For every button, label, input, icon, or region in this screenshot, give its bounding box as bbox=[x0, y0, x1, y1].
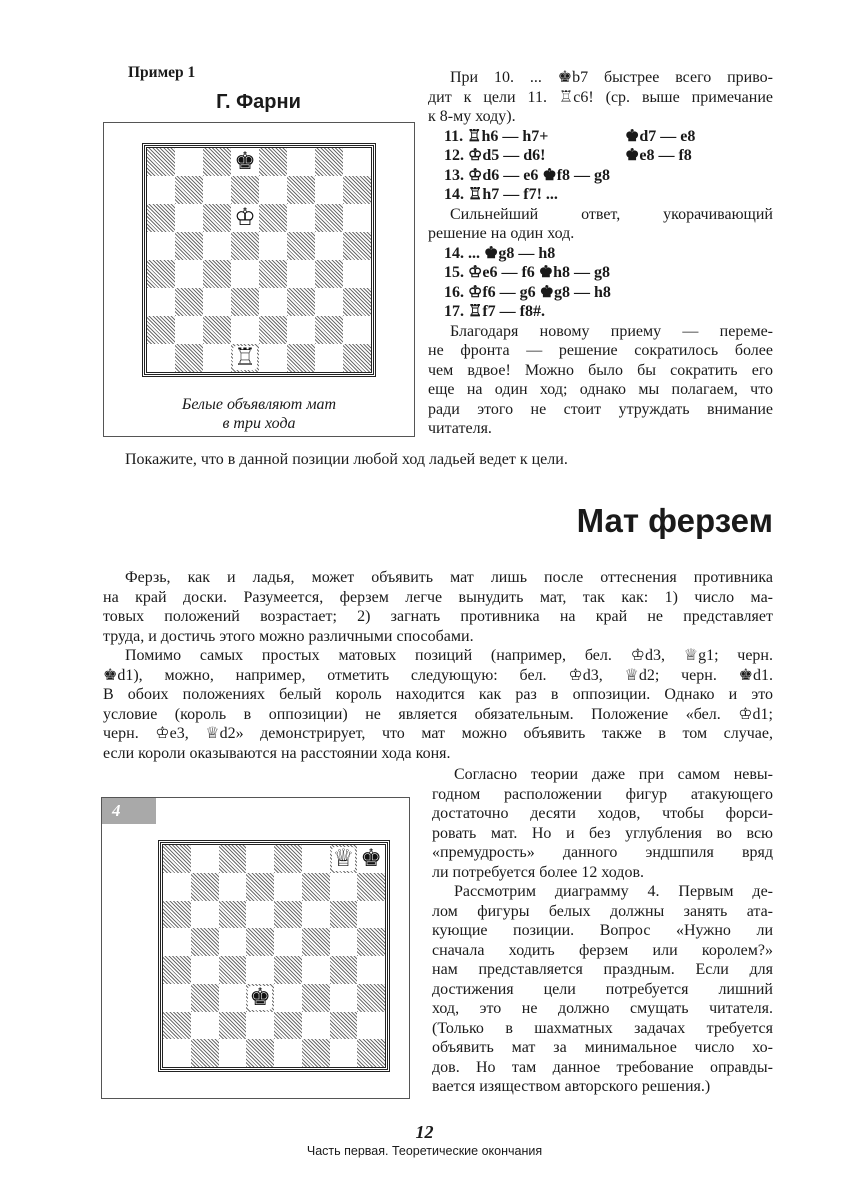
board-square-g6 bbox=[315, 204, 343, 232]
board-square-g6 bbox=[330, 901, 358, 929]
board-square-g1 bbox=[315, 344, 343, 372]
text-line: черн. ♔e3, ♕d2» демонстрирует, что мат можно объявить также в том случае, bbox=[103, 725, 773, 742]
board-square-c6 bbox=[219, 901, 247, 929]
black-king-icon: ♚ bbox=[234, 149, 256, 175]
board-square-a1 bbox=[147, 344, 175, 372]
board-square-c2 bbox=[203, 316, 231, 344]
board-square-a3 bbox=[147, 288, 175, 316]
board-square-b5 bbox=[175, 232, 203, 260]
board-square-f2 bbox=[302, 1012, 330, 1040]
board-square-f8 bbox=[287, 148, 315, 176]
text-line: труда, и достичь этого можно различными способами. bbox=[103, 627, 474, 645]
board-square-b4 bbox=[191, 956, 219, 984]
move-line: 13. ♔d6 — e6 ♚f8 — g8 bbox=[444, 166, 611, 184]
text-line: ли потребуется более 12 ходов. bbox=[432, 863, 644, 881]
page-number: 12 bbox=[415, 1122, 434, 1142]
board-square-h3 bbox=[343, 288, 371, 316]
board-square-c3 bbox=[203, 288, 231, 316]
black-king-icon: ♚ bbox=[360, 845, 382, 872]
board-square-c1 bbox=[219, 1039, 247, 1067]
board-square-h1 bbox=[357, 1039, 385, 1067]
text-line: достаточно десяти ходов, чтобы форси- bbox=[432, 805, 773, 822]
move-line: 15. ♔e6 — f6 ♚h8 — g8 bbox=[444, 264, 611, 281]
board-square-d6 bbox=[231, 204, 259, 232]
board-square-c7 bbox=[203, 176, 231, 204]
text-line: Согласно теории даже при самом невы- bbox=[454, 766, 773, 783]
board-square-c1 bbox=[203, 344, 231, 372]
board-square-g5 bbox=[330, 928, 358, 956]
text-line: Рассмотрим диаграмму 4. Первым де- bbox=[454, 883, 773, 900]
text-line: В обоих положениях белый король находится как раз в оппозиции. Однако и это bbox=[103, 686, 773, 703]
board-square-f6 bbox=[287, 204, 315, 232]
text-line: на край доски. Разумеется, ферзем легче вынудить мат, так как: 1) число ма- bbox=[103, 588, 773, 606]
move-line bbox=[428, 146, 773, 166]
board-square-f5 bbox=[287, 232, 315, 260]
board-square-b2 bbox=[175, 316, 203, 344]
board-square-b5 bbox=[191, 928, 219, 956]
board-square-e1 bbox=[274, 1039, 302, 1067]
diagram-caption-line: Белые объявляют мат bbox=[181, 396, 337, 413]
board-square-b1 bbox=[191, 1039, 219, 1067]
board-square-g5 bbox=[315, 232, 343, 260]
board-square-g2 bbox=[315, 316, 343, 344]
board-square-f5 bbox=[302, 928, 330, 956]
move-line bbox=[428, 127, 773, 147]
example-author: Г. Фарни bbox=[216, 91, 301, 113]
board-square-e7 bbox=[274, 873, 302, 901]
text-line: сначала ходить ферзем или королем?» bbox=[432, 941, 773, 959]
white-rook-icon: ♖ bbox=[234, 345, 256, 371]
board-square-h3 bbox=[357, 984, 385, 1012]
board-square-a5 bbox=[163, 928, 191, 956]
move-line: 16. ♔f6 — g6 ♚g8 — h8 bbox=[444, 283, 611, 301]
board-square-g3 bbox=[330, 984, 358, 1012]
board-square-h8 bbox=[357, 845, 385, 873]
chess-board bbox=[160, 842, 388, 1070]
text-line: к 8-му ходу). bbox=[428, 108, 516, 125]
text-line: кующие позиции. Вопрос «Нужно ли bbox=[432, 922, 773, 939]
board-square-e2 bbox=[274, 1012, 302, 1040]
board-square-f7 bbox=[287, 176, 315, 204]
board-square-b6 bbox=[191, 901, 219, 929]
board-square-a6 bbox=[147, 204, 175, 232]
board-square-c8 bbox=[203, 148, 231, 176]
diagram-caption-line: в три хода bbox=[222, 415, 296, 432]
text-line: Помимо самых простых матовых позиций (например, бел. ♔d3, ♕g1; черн. bbox=[125, 647, 773, 664]
text-line: дит к цели 11. ♖c6! (ср. выше примечание bbox=[428, 88, 773, 106]
white-queen-icon: ♕ bbox=[332, 845, 355, 872]
board-square-a2 bbox=[163, 1012, 191, 1040]
board-square-a7 bbox=[163, 873, 191, 901]
board-square-h8 bbox=[343, 148, 371, 176]
board-square-b7 bbox=[175, 176, 203, 204]
board-square-d5 bbox=[246, 928, 274, 956]
board-square-e7 bbox=[259, 176, 287, 204]
text-line: ровать мат. Но и без углубления во всю bbox=[432, 824, 773, 842]
section-title: Мат ферзем bbox=[576, 502, 773, 539]
text-line: Сильнейший ответ, укорачивающий bbox=[450, 205, 773, 223]
board-square-d1 bbox=[231, 344, 259, 372]
main-text bbox=[103, 568, 773, 763]
board-square-a2 bbox=[147, 316, 175, 344]
board-square-h2 bbox=[343, 316, 371, 344]
board-square-d5 bbox=[231, 232, 259, 260]
board-square-a1 bbox=[163, 1039, 191, 1067]
board-square-d7 bbox=[246, 873, 274, 901]
board-square-d8 bbox=[246, 845, 274, 873]
board-square-f3 bbox=[302, 984, 330, 1012]
text-line: Благодаря новому приему — переме- bbox=[450, 322, 773, 340]
text-line: товых положений возрастает; 2) загнать противника на край не представляет bbox=[103, 608, 773, 625]
board-square-d4 bbox=[231, 260, 259, 288]
board-square-g7 bbox=[315, 176, 343, 204]
text-line: если короли оказываются на расстоянии хода коня. bbox=[103, 744, 451, 762]
board-square-d3 bbox=[231, 288, 259, 316]
board-square-h4 bbox=[343, 260, 371, 288]
board-square-f7 bbox=[302, 873, 330, 901]
board-square-e6 bbox=[274, 901, 302, 929]
board-square-d1 bbox=[246, 1039, 274, 1067]
board-square-e3 bbox=[259, 288, 287, 316]
board-square-h5 bbox=[357, 928, 385, 956]
board-square-f2 bbox=[287, 316, 315, 344]
diagram-number: 4 bbox=[102, 798, 156, 824]
text-line: достижения цели потребуется лишний bbox=[432, 980, 773, 998]
board-square-d2 bbox=[231, 316, 259, 344]
board-square-h6 bbox=[343, 204, 371, 232]
board-square-h2 bbox=[357, 1012, 385, 1040]
board-square-d4 bbox=[246, 956, 274, 984]
text-line: годном расположении фигур атакующего bbox=[432, 785, 773, 803]
board-square-c4 bbox=[219, 956, 247, 984]
board-square-a7 bbox=[147, 176, 175, 204]
example-label: Пример 1 bbox=[128, 64, 196, 81]
right-column-text bbox=[428, 68, 773, 439]
board-square-e1 bbox=[259, 344, 287, 372]
task-text: Покажите, что в данной позиции любой ход ладьей ведет к цели. bbox=[125, 451, 568, 468]
board-square-e5 bbox=[259, 232, 287, 260]
text-line: При 10. ... ♚b7 быстрее всего приво- bbox=[450, 69, 773, 86]
text-line: «премудрость» данного эндшпиля вряд bbox=[432, 844, 773, 861]
board-square-a5 bbox=[147, 232, 175, 260]
board-square-e4 bbox=[274, 956, 302, 984]
text-line: Ферзь, как и ладья, может объявить мат лишь после оттеснения противника bbox=[125, 569, 773, 586]
board-square-a4 bbox=[163, 956, 191, 984]
king-icon: ♚ bbox=[249, 984, 271, 1011]
board-square-e8 bbox=[274, 845, 302, 873]
board-square-g4 bbox=[315, 260, 343, 288]
board-square-d6 bbox=[246, 901, 274, 929]
white-king-icon: ♔ bbox=[234, 205, 256, 231]
board-square-d2 bbox=[246, 1012, 274, 1040]
text-line: объявить мат за минимальное число хо- bbox=[432, 1039, 773, 1056]
board-square-b8 bbox=[191, 845, 219, 873]
board-square-h4 bbox=[357, 956, 385, 984]
move-line: 14. ♖h7 — f7! ... bbox=[444, 186, 558, 203]
text-line: чем вдвое! Можно было бы сократить его bbox=[428, 361, 773, 379]
text-line: не фронта — решение сократилось более bbox=[428, 342, 773, 359]
board-square-b4 bbox=[175, 260, 203, 288]
text-line: вается изяществом авторского решения.) bbox=[432, 1078, 711, 1095]
board-square-g2 bbox=[330, 1012, 358, 1040]
board-square-b3 bbox=[191, 984, 219, 1012]
board-square-a6 bbox=[163, 901, 191, 929]
text-line: дов. Но там данное требование оправды- bbox=[432, 1058, 773, 1076]
board-square-d3 bbox=[246, 984, 274, 1012]
black-move: ♚e8 — f8 bbox=[625, 147, 692, 164]
text-line: нам представляется праздным. Если для bbox=[432, 961, 773, 978]
board-square-h6 bbox=[357, 901, 385, 929]
board-square-e4 bbox=[259, 260, 287, 288]
move-line: 14. ... ♚g8 — h8 bbox=[444, 244, 556, 262]
board-square-g8 bbox=[330, 845, 358, 873]
board-square-b6 bbox=[175, 204, 203, 232]
white-move: 11. ♖h6 — h7+ bbox=[444, 127, 549, 145]
move-line: 17. ♖f7 — f8#. bbox=[444, 303, 545, 320]
board-square-d7 bbox=[231, 176, 259, 204]
board-square-d8 bbox=[231, 148, 259, 176]
board-square-g3 bbox=[315, 288, 343, 316]
board-square-g7 bbox=[330, 873, 358, 901]
chess-board bbox=[144, 145, 374, 375]
text-line: ♚d1), можно, например, отметить следующую: бел. ♔d3, ♕d2; черн. ♚d1. bbox=[103, 666, 773, 684]
board-square-a3 bbox=[163, 984, 191, 1012]
board-square-f6 bbox=[302, 901, 330, 929]
diagram-1 bbox=[103, 122, 415, 437]
board-square-f8 bbox=[302, 845, 330, 873]
board-square-g1 bbox=[330, 1039, 358, 1067]
board-square-b2 bbox=[191, 1012, 219, 1040]
board-square-c5 bbox=[219, 928, 247, 956]
board-square-c6 bbox=[203, 204, 231, 232]
board-square-f1 bbox=[302, 1039, 330, 1067]
text-line: ход, это не должно смущать читателя. bbox=[432, 1000, 773, 1017]
board-square-c3 bbox=[219, 984, 247, 1012]
board-square-b1 bbox=[175, 344, 203, 372]
board-square-c7 bbox=[219, 873, 247, 901]
right-column-text-2 bbox=[432, 765, 773, 1097]
board-square-b8 bbox=[175, 148, 203, 176]
text-line: лом фигуры белых должны занять ата- bbox=[432, 902, 773, 920]
board-square-e3 bbox=[274, 984, 302, 1012]
board-square-e2 bbox=[259, 316, 287, 344]
board-square-b7 bbox=[191, 873, 219, 901]
text-line: читателя. bbox=[428, 420, 492, 437]
board-square-f4 bbox=[302, 956, 330, 984]
board-square-h7 bbox=[343, 176, 371, 204]
board-square-c2 bbox=[219, 1012, 247, 1040]
board-square-f4 bbox=[287, 260, 315, 288]
board-square-e5 bbox=[274, 928, 302, 956]
board-square-g8 bbox=[315, 148, 343, 176]
board-square-h1 bbox=[343, 344, 371, 372]
black-move: ♚d7 — e8 bbox=[625, 127, 696, 145]
text-line: решение на один ход. bbox=[428, 225, 575, 242]
board-square-c4 bbox=[203, 260, 231, 288]
text-line: ради этого не стоит утруждать внимание bbox=[428, 400, 773, 418]
diagram-4 bbox=[101, 797, 410, 1099]
board-square-f1 bbox=[287, 344, 315, 372]
board-square-c5 bbox=[203, 232, 231, 260]
board-square-c8 bbox=[219, 845, 247, 873]
board-square-e8 bbox=[259, 148, 287, 176]
board-square-f3 bbox=[287, 288, 315, 316]
board-square-a8 bbox=[147, 148, 175, 176]
board-square-h7 bbox=[357, 873, 385, 901]
white-move: 12. ♔d5 — d6! bbox=[444, 147, 546, 164]
text-line: условие (король в оппозиции) не является обязательным. Положение «бел. ♔d1; bbox=[103, 705, 773, 723]
board-square-b3 bbox=[175, 288, 203, 316]
text-line: (Только в шахматных задачах требуется bbox=[432, 1019, 773, 1037]
board-square-a4 bbox=[147, 260, 175, 288]
running-title: Часть первая. Теоретические окончания bbox=[306, 1144, 543, 1158]
board-square-e6 bbox=[259, 204, 287, 232]
text-line: еще на один ход; однако мы полагаем, что bbox=[428, 381, 773, 398]
board-square-g4 bbox=[330, 956, 358, 984]
board-square-a8 bbox=[163, 845, 191, 873]
board-square-h5 bbox=[343, 232, 371, 260]
